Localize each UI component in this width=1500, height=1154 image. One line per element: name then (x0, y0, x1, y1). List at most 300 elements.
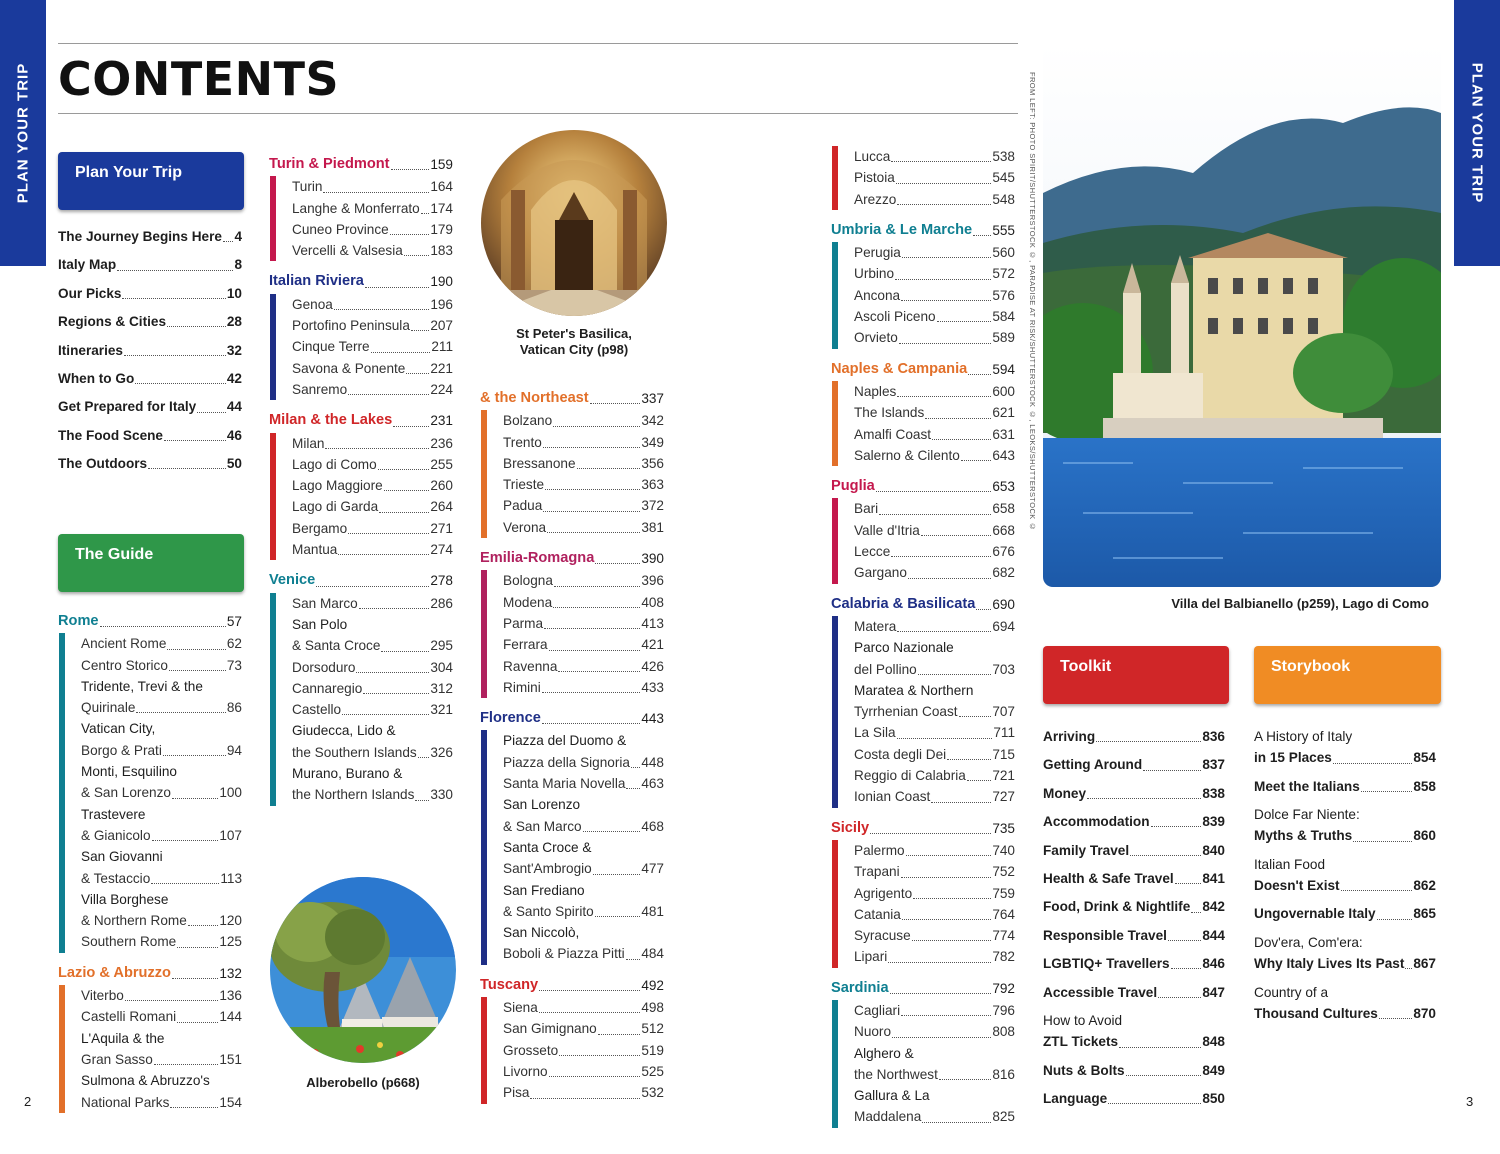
toc-item[interactable] (292, 742, 453, 763)
toc-item[interactable] (1043, 811, 1225, 832)
toc-item[interactable] (503, 1018, 664, 1039)
toc-entry (1043, 783, 1225, 804)
section-heading-entry[interactable] (269, 570, 453, 591)
toc-item[interactable] (292, 657, 453, 678)
toc-item-label-line: Tridente, Trevi & the (81, 678, 203, 694)
toc-item[interactable] (854, 1064, 1015, 1085)
toc-item[interactable] (854, 786, 1015, 807)
toc-item-label: Syracuse (854, 928, 911, 944)
toc-item-label: When to Go (58, 370, 135, 386)
toc-item[interactable] (503, 997, 664, 1018)
toc-item-page: 107 (219, 827, 242, 843)
dot-leader (890, 993, 992, 994)
toc-item[interactable] (292, 294, 453, 315)
section-heading-entry[interactable] (269, 271, 453, 292)
toc-item-page: 525 (641, 1063, 664, 1079)
dot-leader (973, 235, 991, 236)
photo-credit: FROM LEFT: PHOTO SPIRIT/SHUTTERSTOCK ©, PARADISE AT RISK/SHUTTERSTOCK ©, LEOKS/SHUTTERSTOCK © (1028, 72, 1037, 532)
dot-leader (553, 426, 640, 427)
toc-item[interactable] (1043, 868, 1225, 889)
toc-item[interactable] (503, 943, 664, 964)
storybook-button[interactable]: Storybook (1254, 646, 1441, 704)
toc-item[interactable] (854, 701, 1015, 722)
toc-item[interactable] (503, 570, 664, 591)
toc-item-page: 844 (1202, 927, 1225, 943)
the-guide-button[interactable]: The Guide (58, 534, 244, 592)
toc-item[interactable] (854, 562, 1015, 583)
toc-item-page: 548 (992, 191, 1015, 207)
toc-item[interactable] (81, 633, 242, 654)
dot-leader (961, 460, 992, 461)
toc-item[interactable] (292, 336, 453, 357)
toc-item[interactable] (854, 722, 1015, 743)
toc-item-page: 842 (1202, 899, 1225, 915)
toc-item[interactable] (1043, 1031, 1225, 1052)
toc-item[interactable] (503, 773, 664, 794)
section-heading-entry-label: Emilia-Romagna (480, 550, 595, 567)
dot-leader (870, 833, 991, 834)
section-heading-entry[interactable] (480, 548, 664, 569)
toc-item[interactable] (503, 634, 664, 655)
toc-item[interactable] (854, 861, 1015, 882)
toc-item-label-line: Dolce Far Niente: (1254, 807, 1360, 823)
toc-item-page: 721 (992, 768, 1015, 784)
toc-item-label-line: Parco Nazionale (854, 640, 954, 656)
dot-leader (197, 412, 226, 413)
toc-item[interactable] (81, 740, 242, 761)
section-items (832, 242, 1015, 348)
toc-item-label: the Northern Islands (292, 787, 415, 803)
toc-item[interactable] (1254, 825, 1436, 846)
toc-item-label-line: Gallura & La (854, 1088, 930, 1104)
toc-item[interactable] (292, 699, 453, 720)
plan-your-trip-button[interactable]: Plan Your Trip (58, 152, 244, 210)
dot-leader (545, 489, 640, 490)
toc-item-label: Lago Maggiore (292, 478, 383, 494)
toc-item-label: & Northern Rome (81, 913, 187, 929)
dot-leader (897, 204, 991, 205)
section-heading-entry[interactable] (58, 963, 242, 984)
toc-item[interactable] (854, 1000, 1015, 1021)
section-heading-entry[interactable] (269, 410, 453, 431)
toc-item-page: 532 (641, 1085, 664, 1101)
section-sicily (831, 818, 1015, 968)
section-items (832, 146, 1015, 210)
toc-item[interactable] (1043, 953, 1225, 974)
section-tuscany-continued (831, 146, 1015, 210)
toc-item[interactable] (854, 424, 1015, 445)
toc-item[interactable] (1043, 783, 1225, 804)
toc-item[interactable] (292, 358, 453, 379)
page-number-right: 3 (1466, 1094, 1474, 1109)
toc-item[interactable] (854, 242, 1015, 263)
toc-item-page: 849 (1202, 1062, 1225, 1078)
toc-item[interactable] (292, 635, 453, 656)
toc-item[interactable] (854, 445, 1015, 466)
toc-item-label: Portofino Peninsula (292, 318, 410, 334)
dot-leader (117, 270, 233, 271)
toc-item[interactable] (292, 496, 453, 517)
toc-item-label: Lucca (854, 149, 891, 164)
toc-item-page: 707 (992, 704, 1015, 720)
toc-item[interactable] (503, 1061, 664, 1082)
toc-item-label: Gargano (854, 565, 907, 581)
toc-item[interactable] (854, 381, 1015, 402)
toc-item[interactable] (292, 454, 453, 475)
section-heading (831, 978, 1015, 999)
toc-item[interactable] (854, 925, 1015, 946)
toc-item-page: 396 (641, 573, 664, 589)
toc-item[interactable] (854, 541, 1015, 562)
toc-item[interactable] (81, 697, 242, 718)
section-heading-entry[interactable] (831, 594, 1015, 615)
toc-item-page: 468 (641, 818, 664, 834)
toc-item[interactable] (58, 425, 242, 446)
toc-item[interactable] (854, 402, 1015, 423)
toc-item[interactable] (854, 189, 1015, 210)
toc-item-page: 774 (992, 928, 1015, 944)
toc-item-label: Castello (292, 702, 342, 718)
toc-item[interactable] (503, 901, 664, 922)
toc-item-page: 372 (641, 498, 664, 514)
dot-leader (921, 535, 992, 536)
dot-leader (891, 556, 991, 557)
toc-item[interactable] (292, 176, 453, 197)
section-heading-entry[interactable] (480, 708, 664, 729)
dot-leader (365, 287, 429, 288)
toc-item[interactable] (58, 311, 242, 332)
side-tab-right[interactable] (1454, 0, 1500, 266)
toc-item-page: 764 (992, 906, 1015, 922)
toc-item-page: 113 (220, 870, 242, 886)
dot-leader (393, 426, 429, 427)
toc-item-page: 870 (1413, 1005, 1436, 1021)
section-heading-entry[interactable] (831, 978, 1015, 999)
toc-item-page: 715 (992, 746, 1015, 762)
page-number-left: 2 (24, 1094, 32, 1109)
section-heading-entry[interactable] (831, 818, 1015, 839)
toc-item[interactable] (292, 784, 453, 805)
toc-item-label-line: Santa Croce & (503, 839, 592, 855)
toc-item[interactable] (292, 433, 453, 454)
toc-item[interactable] (854, 1106, 1015, 1127)
toc-item[interactable] (1043, 726, 1225, 747)
dot-leader (902, 257, 991, 258)
toc-item[interactable] (854, 883, 1015, 904)
toc-item[interactable] (854, 840, 1015, 861)
dot-leader (363, 693, 429, 694)
toc-item-label: Money (1043, 785, 1087, 801)
dot-leader (891, 161, 991, 162)
dot-leader (922, 1122, 991, 1123)
toc-item[interactable] (854, 616, 1015, 637)
toc-item-label: The Journey Begins Here (58, 229, 222, 244)
toc-item-label: Centro Storico (81, 657, 168, 673)
toc-item[interactable] (1254, 903, 1436, 924)
toc-item[interactable] (292, 518, 453, 539)
toc-item-label: Bolzano (503, 413, 553, 429)
toc-item[interactable] (503, 656, 664, 677)
toc-entry (1043, 953, 1225, 974)
toc-item[interactable] (854, 1021, 1015, 1042)
toc-item[interactable] (292, 475, 453, 496)
dot-leader (593, 874, 641, 875)
dot-leader (583, 831, 641, 832)
toc-item[interactable] (854, 498, 1015, 519)
basilica-photo (481, 130, 667, 316)
toc-item-page: 73 (226, 657, 242, 673)
toc-item-label: National Parks (81, 1094, 170, 1110)
toc-item[interactable] (854, 167, 1015, 188)
toc-item[interactable] (58, 254, 242, 275)
toc-item-page: 589 (992, 330, 1015, 346)
toc-item-page: 274 (430, 542, 453, 558)
section-heading-entry[interactable] (831, 220, 1015, 241)
toc-item-page: 94 (226, 742, 242, 758)
toc-item[interactable] (58, 368, 242, 389)
toc-item[interactable] (81, 1092, 242, 1113)
toc-item[interactable] (292, 678, 453, 699)
dot-leader (888, 962, 991, 963)
toc-item-page: 676 (992, 544, 1015, 560)
page-title: CONTENTS (58, 52, 340, 106)
toc-item-page: 584 (992, 309, 1015, 325)
dot-leader (167, 649, 225, 650)
toolkit-button[interactable]: Toolkit (1043, 646, 1229, 704)
toc-item[interactable] (503, 677, 664, 698)
toc-item[interactable] (292, 240, 453, 261)
section-heading-entry[interactable] (480, 975, 664, 996)
toc-item-label: Nuts & Bolts (1043, 1062, 1125, 1078)
toc-item-label: Livorno (503, 1063, 548, 1079)
toc-item-label-line: San Lorenzo (503, 797, 581, 813)
dot-leader (1119, 1047, 1201, 1048)
section-heading-entry[interactable] (831, 359, 1015, 380)
section-heading-entry-page: 735 (992, 820, 1015, 836)
toc-item[interactable] (58, 340, 242, 361)
toc-item[interactable] (1254, 875, 1436, 896)
section-florence (480, 708, 664, 965)
dot-leader (901, 1015, 991, 1016)
section-heading-entry-label: Sardinia (831, 979, 889, 996)
section-rome (58, 611, 242, 953)
toc-item-label: Arezzo (854, 191, 897, 207)
toc-item-page: 560 (992, 245, 1015, 261)
toc-item-page: 136 (219, 988, 242, 1004)
toc-item-label: Parma (503, 615, 544, 631)
toc-item-label: The Outdoors (58, 456, 148, 472)
dot-leader (163, 755, 226, 756)
toc-item[interactable] (503, 453, 664, 474)
toc-item[interactable] (81, 910, 242, 931)
toc-item[interactable] (81, 1006, 242, 1027)
toc-item[interactable] (292, 593, 453, 614)
toc-item-page: 838 (1202, 785, 1225, 801)
toc-item[interactable] (503, 858, 664, 879)
toc-item[interactable] (81, 655, 242, 676)
toc-item-page: 330 (430, 787, 453, 803)
section-heading-entry[interactable] (831, 476, 1015, 497)
dot-leader (539, 1012, 641, 1013)
toc-entry (58, 453, 242, 474)
toc-item-page: 848 (1202, 1034, 1225, 1050)
section-items (832, 616, 1015, 808)
toc-item[interactable] (503, 495, 664, 516)
dot-leader (359, 608, 430, 609)
toc-item[interactable] (58, 283, 242, 304)
toc-item-label: Dorsoduro (292, 659, 356, 675)
toc-item[interactable] (1043, 754, 1225, 775)
toc-item-page: 512 (641, 1021, 664, 1037)
toc-item-label: Ionian Coast (854, 789, 931, 805)
toc-item[interactable] (292, 315, 453, 336)
toc-item[interactable] (58, 226, 242, 247)
toc-item[interactable] (81, 868, 242, 889)
toc-item-label: Cagliari (854, 1002, 901, 1018)
toc-item[interactable] (854, 520, 1015, 541)
toc-item-page: 448 (641, 754, 664, 770)
toc-item-page: 545 (992, 170, 1015, 186)
toc-item-page: 125 (219, 934, 242, 950)
toc-item[interactable] (854, 263, 1015, 284)
toc-item[interactable] (1043, 982, 1225, 1003)
toc-item-label: Trento (503, 434, 542, 450)
toc-item[interactable] (1043, 925, 1225, 946)
dot-leader (549, 650, 641, 651)
toc-item[interactable] (81, 931, 242, 952)
section-heading (269, 570, 453, 591)
toc-item-label: LGBTIQ+ Travellers (1043, 956, 1170, 972)
toc-item-page: 668 (992, 522, 1015, 538)
toc-item[interactable] (503, 410, 664, 431)
dot-leader (406, 373, 429, 374)
toc-item[interactable] (292, 219, 453, 240)
toc-item-page: 759 (992, 885, 1015, 901)
toc-item[interactable] (503, 592, 664, 613)
toc-item-page: 840 (1202, 842, 1225, 858)
toc-item[interactable] (503, 517, 664, 538)
toc-item[interactable] (854, 146, 1015, 167)
toc-item[interactable] (81, 1049, 242, 1070)
dot-leader (547, 532, 640, 533)
dot-leader (879, 514, 991, 515)
toc-item[interactable] (854, 285, 1015, 306)
toc-item-label: Italy Map (58, 257, 117, 273)
toc-item[interactable] (1043, 1060, 1225, 1081)
toc-item[interactable] (854, 306, 1015, 327)
dot-leader (925, 418, 991, 419)
toc-item[interactable] (1043, 840, 1225, 861)
toc-item[interactable] (1254, 1003, 1436, 1024)
toc-item[interactable] (81, 985, 242, 1006)
toc-item[interactable] (503, 613, 664, 634)
toc-item[interactable] (58, 453, 242, 474)
toc-item-page: 538 (992, 149, 1015, 164)
toc-item[interactable] (1043, 1088, 1225, 1109)
toc-item[interactable] (503, 816, 664, 837)
toc-item-page: 349 (641, 434, 664, 450)
toc-item[interactable] (81, 825, 242, 846)
side-tab-left[interactable] (0, 0, 46, 266)
toc-item-page: 711 (993, 725, 1015, 741)
section-heading-entry-page: 555 (992, 222, 1015, 238)
section-heading-entry[interactable] (480, 388, 664, 409)
section-heading-entry-label: Lazio & Abruzzo (58, 964, 171, 981)
dot-leader (631, 767, 640, 768)
toc-item[interactable] (503, 474, 664, 495)
toc-item[interactable] (854, 904, 1015, 925)
toc-item[interactable] (854, 765, 1015, 786)
dot-leader (316, 586, 429, 587)
section-heading-entry[interactable] (58, 611, 242, 632)
section-items (481, 730, 664, 964)
toc-item[interactable] (503, 432, 664, 453)
dot-leader (908, 578, 991, 579)
toc-entry (1254, 903, 1436, 924)
section-heading-entry[interactable] (269, 154, 453, 175)
toc-item-page: 179 (430, 221, 453, 237)
toc-item-page: 413 (641, 615, 664, 631)
toc-item-label: Mantua (292, 542, 338, 558)
dot-leader (1379, 1018, 1412, 1019)
toc-item-label-line: Maratea & Northern (854, 682, 974, 698)
toc-item-page: 174 (430, 200, 453, 216)
dot-leader (1168, 940, 1201, 941)
toc-item-page: 854 (1413, 750, 1436, 766)
dot-leader (152, 840, 219, 841)
toc-item-page: 271 (430, 520, 453, 536)
toc-item[interactable] (854, 327, 1015, 348)
section-items (481, 997, 664, 1103)
toc-item-label: Naples (854, 383, 897, 399)
toc-item[interactable] (1254, 776, 1436, 797)
section-heading-entry-label: Puglia (831, 478, 875, 495)
toolkit-list (1043, 726, 1225, 1116)
toc-item[interactable] (503, 752, 664, 773)
toc-item[interactable] (292, 379, 453, 400)
toc-item[interactable] (292, 539, 453, 560)
toc-item-label: del Pollino (854, 661, 917, 677)
dot-leader (100, 626, 226, 627)
dot-leader (530, 1098, 640, 1099)
toc-item[interactable] (854, 744, 1015, 765)
toc-item-label: Quirinale (81, 700, 136, 716)
toc-item[interactable] (292, 198, 453, 219)
dot-leader (902, 919, 991, 920)
toc-item-label: Language (1043, 1090, 1108, 1106)
toc-item-page: 260 (430, 478, 453, 494)
basilica-caption: St Peter's Basilica, Vatican City (p98) (516, 326, 632, 357)
toc-item[interactable] (81, 782, 242, 803)
toc-item-page: 862 (1413, 878, 1436, 894)
toc-item[interactable] (854, 659, 1015, 680)
toc-item-label: Doesn't Exist (1254, 878, 1340, 894)
balbianello-caption: Villa del Balbianello (p259), Lago di Como (1171, 596, 1429, 611)
toc-item[interactable] (1043, 896, 1225, 917)
toc-item[interactable] (854, 946, 1015, 967)
section-heading-entry-page: 278 (430, 573, 453, 589)
toc-item[interactable] (503, 1082, 664, 1103)
toc-item-label: Siena (503, 1000, 538, 1016)
toc-item-label: Pisa (503, 1085, 530, 1101)
toc-item[interactable] (503, 1040, 664, 1061)
section-naples-campania (831, 359, 1015, 466)
dot-leader (1171, 968, 1202, 969)
toc-item[interactable] (1254, 953, 1436, 974)
toc-item[interactable] (58, 396, 242, 417)
dot-leader (539, 990, 640, 991)
toc-item[interactable] (1254, 747, 1436, 768)
